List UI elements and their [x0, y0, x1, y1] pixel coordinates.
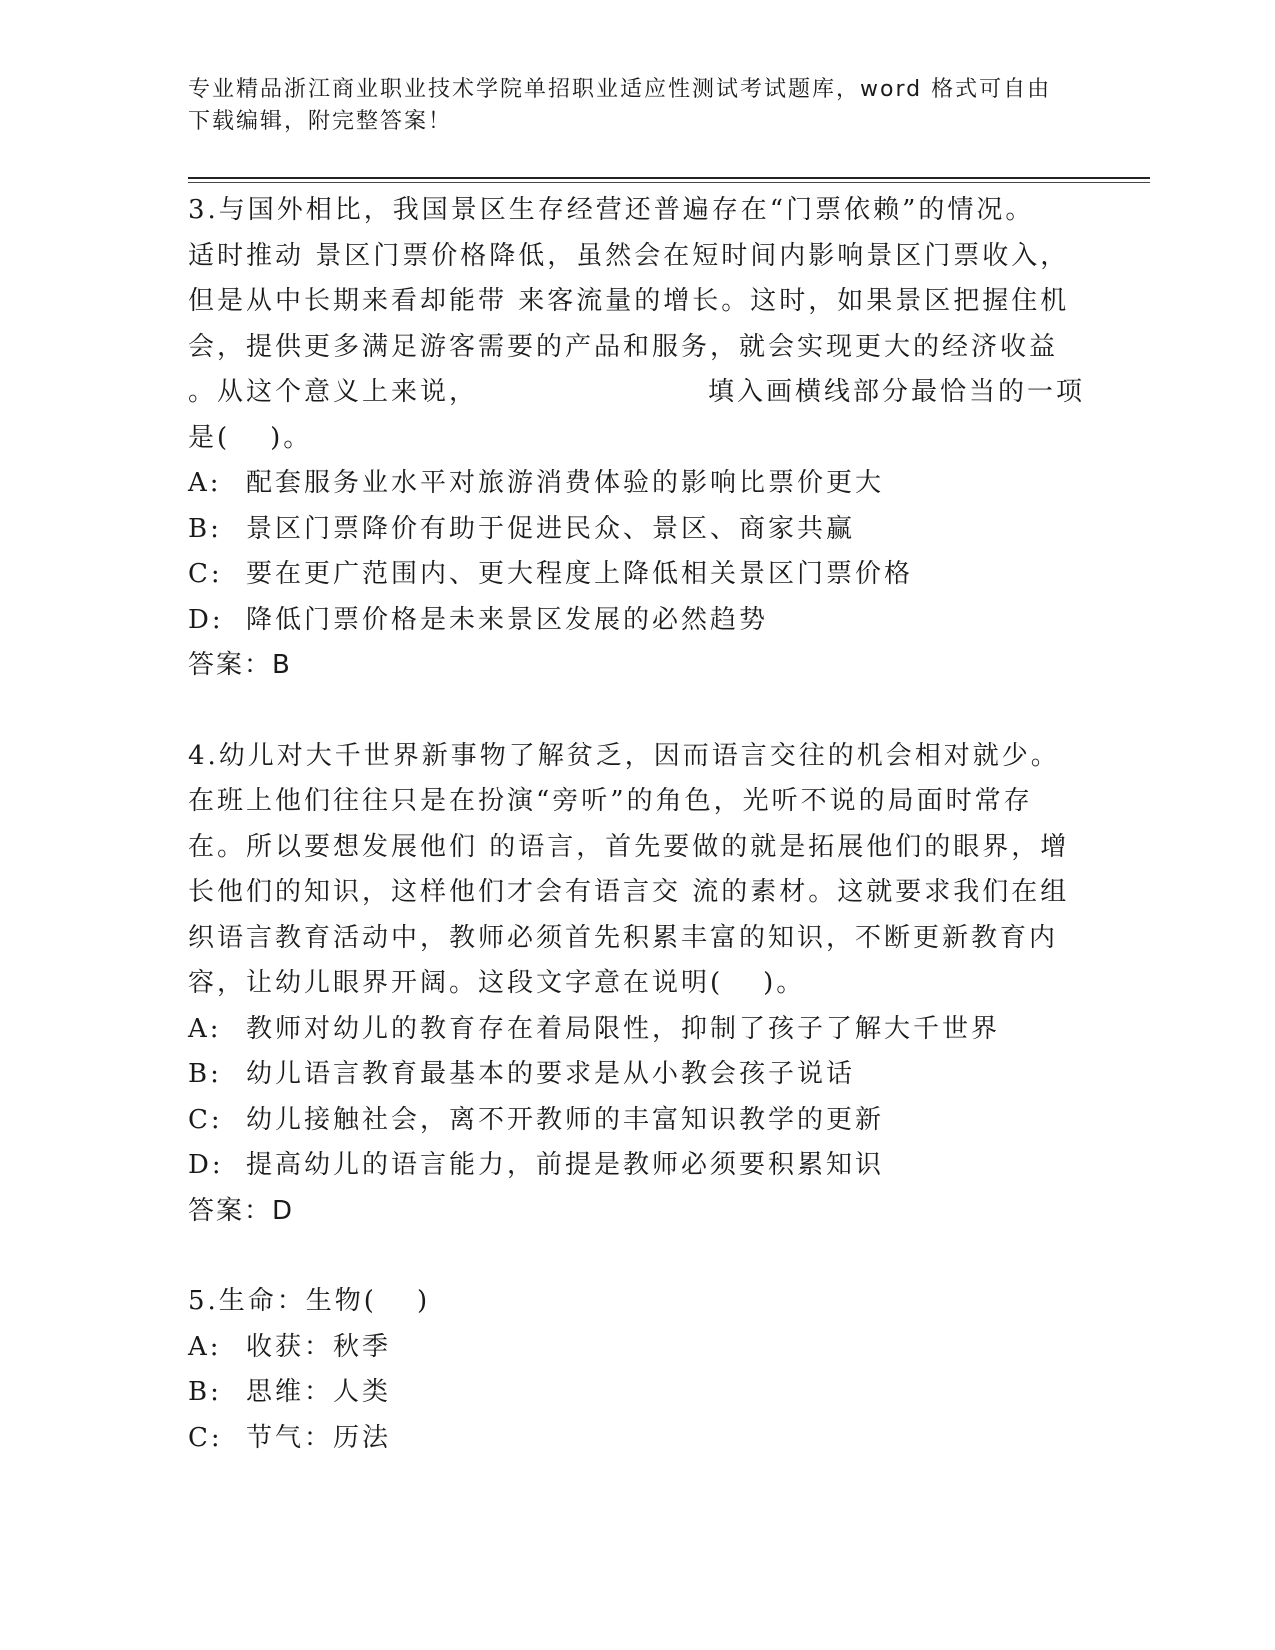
question-stem-line [188, 370, 1088, 416]
question-stem-line: 4.幼儿对大千世界新事物了解贫乏，因而语言交往的机会相对就少。 [188, 740, 1060, 771]
option-letter: C: [188, 1422, 223, 1453]
option-letter: C: [188, 559, 223, 589]
option-letter: A: [188, 468, 222, 498]
option-b [188, 507, 1088, 553]
option-text: 思维：人类 [246, 1377, 392, 1407]
option-b [188, 1370, 1088, 1416]
option-letter: A: [188, 1331, 222, 1362]
question-stem-line: 会，提供更多满足游客需要的产品和服务，就会实现更大的经济收益 [188, 331, 1059, 362]
question-stem-line: 3.与国外相比，我国景区生存经营还普遍存在“门票依赖”的情况。 [188, 195, 1035, 225]
option-a [188, 1325, 1088, 1371]
option-text: 景区门票降价有助于促进民众、景区、商家共赢 [246, 513, 856, 544]
option-text: 节气：历法 [246, 1422, 392, 1453]
stem-text: 容，让幼儿眼界开阔。这段文字意在说明( [188, 968, 724, 998]
option-text: 收获：秋季 [246, 1331, 392, 1362]
option-a [188, 461, 1088, 507]
option-text: 教师对幼儿的教育存在着局限性，抑制了孩子了解大千世界 [246, 1013, 1001, 1044]
option-text: 要在更广范围内、更大程度上降低相关景区门票价格 [246, 559, 914, 589]
option-letter: D: [188, 604, 224, 635]
header-divider-thick [188, 177, 1150, 179]
option-a [188, 1007, 1088, 1053]
question-stem-line [188, 961, 1088, 1007]
question-3 [188, 188, 1088, 689]
question-4 [188, 734, 1088, 1235]
question-stem-line: 但是从中长期来看却能带 来客流量的增长。这时，如果景区把握住机 [188, 286, 1070, 316]
option-c [188, 1416, 1088, 1462]
question-stem-line: 织语言教育活动中，教师必须首先积累丰富的知识，不断更新教育内 [188, 922, 1059, 953]
option-letter: B: [188, 1059, 222, 1089]
question-stem-line: 长他们的知识，这样他们才会有语言交 流的素材。这就要求我们在组 [188, 877, 1070, 907]
question-stem-line: 在班上他们往往只是在扮演“旁听”的角色，光听不说的局面时常存 [188, 786, 1033, 816]
option-letter: B: [188, 1377, 222, 1407]
answer-line: 答案：D [188, 1195, 295, 1226]
option-text: 提高幼儿的语言能力，前提是教师必须要积累知识 [246, 1150, 885, 1180]
option-letter: A: [188, 1013, 222, 1044]
option-text: 幼儿语言教育最基本的要求是从小教会孩子说话 [246, 1059, 856, 1089]
question-stem-line: 适时推动 景区门票价格降低，虽然会在短时间内影响景区门票收入， [188, 240, 1070, 271]
option-c [188, 552, 1088, 598]
question-stem-line [188, 1279, 1088, 1325]
question-stem-line [188, 416, 1088, 462]
header-divider-thin [188, 182, 1150, 183]
question-stem-line: 在。所以要想发展他们 的语言，首先要做的就是拓展他们的眼界，增 [188, 831, 1070, 862]
option-text: 配套服务业水平对旅游消费体验的影响比票价更大 [246, 468, 885, 498]
stem-text: ) [416, 1286, 431, 1316]
stem-text: 是( [188, 422, 231, 453]
page-header [188, 74, 1068, 138]
option-letter: C: [188, 1104, 223, 1135]
question-list [188, 188, 1088, 1506]
stem-text: )。 [763, 968, 806, 998]
stem-text: 填入画横线部分最恰当的一项 [708, 377, 1086, 407]
stem-text: )。 [270, 422, 313, 453]
option-c [188, 1098, 1088, 1144]
option-text: 降低门票价格是未来景区发展的必然趋势 [246, 604, 769, 635]
stem-text: 。从这个意义上来说， [188, 377, 479, 407]
question-5 [188, 1279, 1088, 1461]
header-line-1: 专业精品浙江商业职业技术学院单招职业适应性测试考试题库，word 格式可自由 [188, 77, 1052, 102]
header-line-2: 下载编辑，附完整答案！ [188, 109, 453, 134]
option-letter: D: [188, 1150, 224, 1180]
option-b [188, 1052, 1088, 1098]
option-letter: B: [188, 513, 222, 544]
stem-text: 5.生命：生物( [188, 1286, 377, 1316]
option-text: 幼儿接触社会，离不开教师的丰富知识教学的更新 [246, 1104, 885, 1135]
option-d [188, 598, 1088, 644]
option-d [188, 1143, 1088, 1189]
answer-line: 答案：B [188, 650, 292, 680]
